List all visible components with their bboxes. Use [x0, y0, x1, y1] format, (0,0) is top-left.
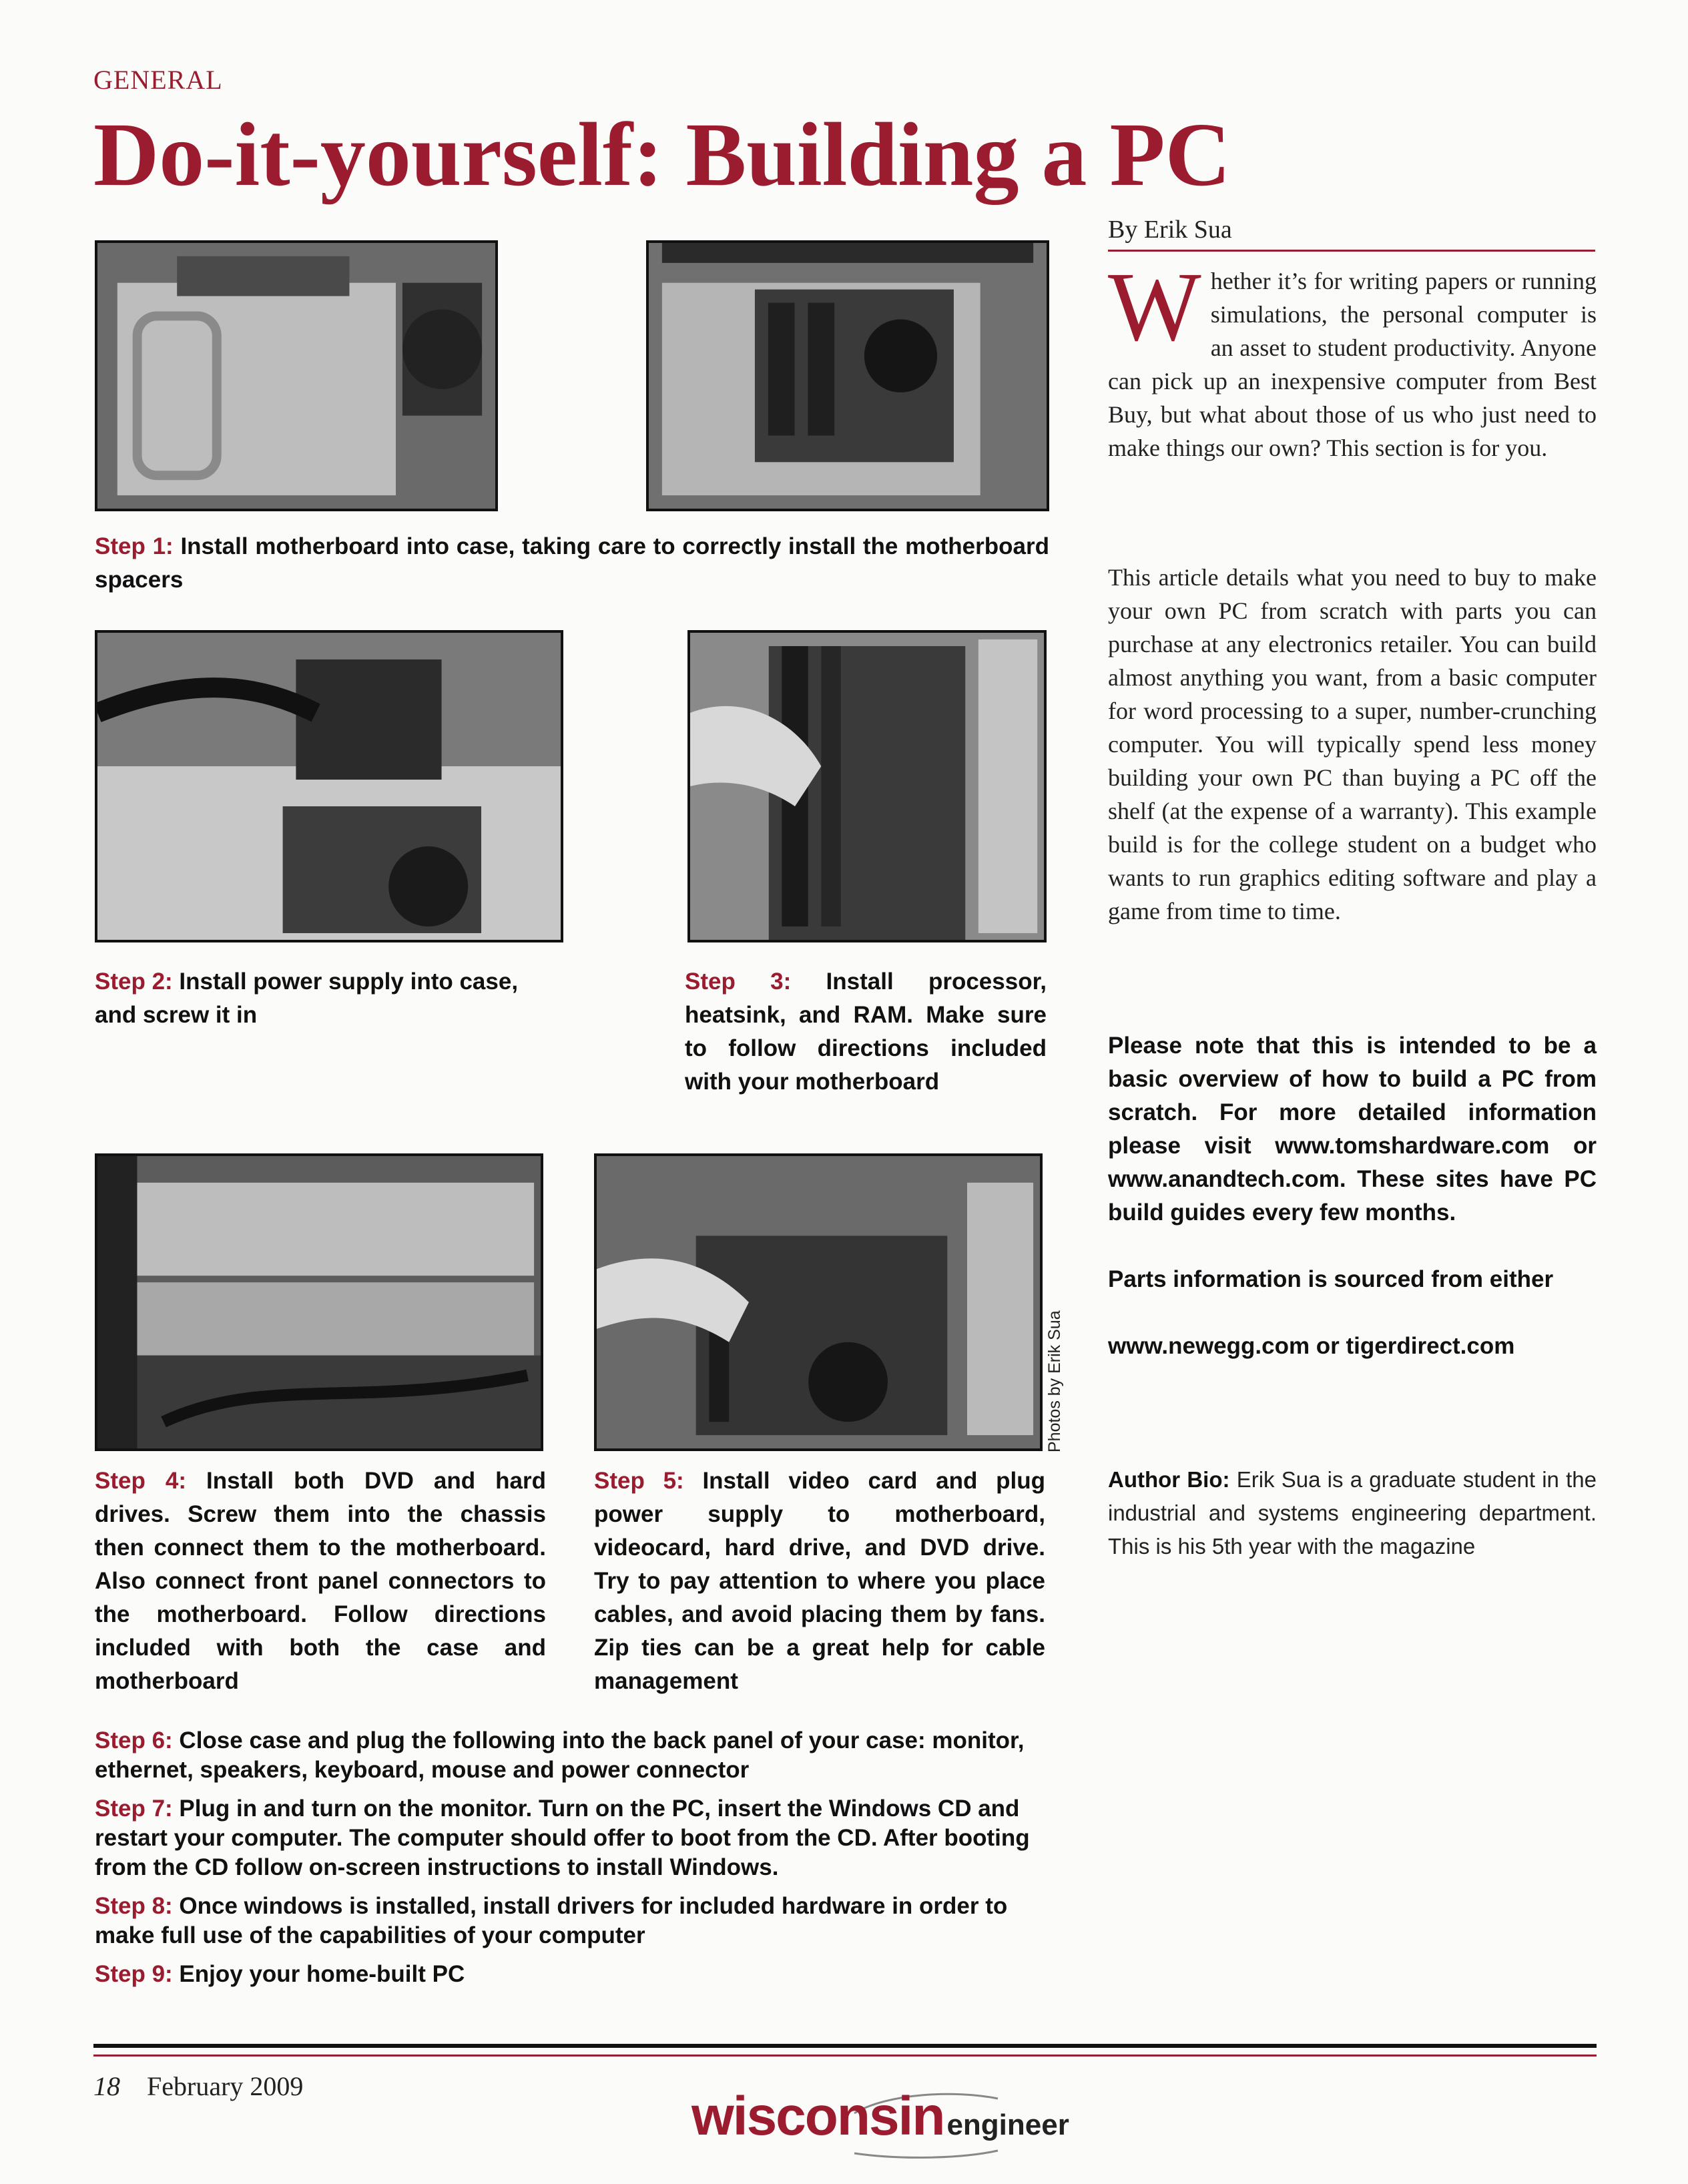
step-7-caption	[95, 1794, 1049, 1882]
page-number: 18	[93, 2071, 120, 2101]
step-text: Install both DVD and hard drives. Screw them into the chassis then connect them to the motherboard. Also connect front panel connectors to the motherboard. Follow directions included with both the case and motherboard	[95, 1468, 546, 1694]
note-paragraph: Please note that this is intended to be a basic overview of how to build a PC from scratch. For more detailed information please visit www.tomshardware.com or www.anandtech.com. These sites have PC build guides every few months.	[1108, 1033, 1597, 1225]
byline: By Erik Sua	[1108, 216, 1232, 244]
photo-video-card-cables	[594, 1153, 1043, 1451]
step-5-caption	[594, 1464, 1045, 1698]
step-2-caption	[95, 965, 563, 1032]
step-label: Step 4:	[95, 1468, 186, 1494]
issue-date: February 2009	[147, 2071, 304, 2101]
step-text: Install video card and plug power supply to motherboard, videocard, hard drive, and DVD drive. Try to pay attention to where you place cables, and avoid placing them by fans. Zip ties can be a great help for cable management	[594, 1468, 1045, 1694]
step-6-caption	[95, 1726, 1049, 1785]
footer-rule	[93, 2044, 1597, 2048]
drop-cap: W	[1108, 252, 1201, 362]
logo-subtitle: engineer	[946, 2109, 1069, 2141]
step-label: Step 8:	[95, 1893, 173, 1919]
step-text: Enjoy your home-built PC	[172, 1961, 465, 1987]
photo-power-supply	[95, 630, 563, 942]
step-text: Install motherboard into case, taking care to correctly install the motherboard spacers	[95, 533, 1049, 593]
step-4-caption	[95, 1464, 546, 1698]
step-label: Step 7:	[95, 1796, 173, 1822]
magazine-logo	[691, 2086, 1069, 2147]
parts-source-line1: Parts information is sourced from either	[1108, 1266, 1554, 1292]
step-3-caption	[685, 965, 1047, 1099]
step-text: Install processor, heatsink, and RAM. Make sure to follow directions included with your motherboard	[685, 969, 1047, 1095]
step-9-caption	[95, 1960, 1049, 1989]
step-text: Install power supply into case, and screw it in	[95, 969, 519, 1028]
step-label: Step 6:	[95, 1727, 173, 1753]
photo-installing-ram	[687, 630, 1047, 942]
author-bio	[1108, 1463, 1597, 1563]
step-1-caption	[95, 530, 1049, 597]
step-8-caption	[95, 1892, 1049, 1950]
intro-text: hether it’s for writing papers or running simulations, the personal computer is an asset to student productivity. Anyone can pick up an inexpensive computer from Best Buy, but what about those of us who just need to make things our own? This section is for you.	[1108, 268, 1597, 461]
parts-source-line2: www.newegg.com or tigerdirect.com	[1108, 1333, 1515, 1359]
intro-paragraph	[1108, 252, 1597, 465]
step-text: Close case and plug the following into the back panel of your case: monitor, ethernet, speakers, keyboard, mouse and power connector	[95, 1727, 1025, 1783]
article-title: Do-it-yourself: Building a PC	[93, 105, 1231, 205]
step-label: Step 2:	[95, 969, 173, 995]
author-bio-text: Erik Sua is a graduate student in the industrial and systems engineering department. This is his 5th year with the magazine	[1108, 1467, 1597, 1559]
step-label: Step 5:	[594, 1468, 684, 1494]
photo-drive-bays	[95, 1153, 543, 1451]
author-bio-label: Author Bio:	[1108, 1467, 1230, 1492]
step-text: Plug in and turn on the monitor. Turn on the PC, insert the Windows CD and restart your computer. The computer should offer to boot from the CD. After booting from the CD follow on-screen instructions to install Windows.	[95, 1796, 1030, 1880]
intro-paragraph-2: This article details what you need to buy to make your own PC from scratch with parts you can purchase at any electronics retailer. You can build almost anything you want, from a basic computer for word processing to a super, number-crunching computer. You will typically spend less money building your own PC than buying a PC off the shelf (at the expense of a warranty). This example build is for the college student on a budget who wants to run graphics editing software and play a game from time to time.	[1108, 564, 1597, 924]
step-text: Once windows is installed, install drivers for included hardware in order to make full use of the capabilities of your computer	[95, 1893, 1008, 1948]
step-label: Step 3:	[685, 969, 792, 995]
footer-accent-rule	[93, 2055, 1597, 2057]
byline-rule	[1108, 250, 1595, 252]
step-label: Step 9:	[95, 1961, 173, 1987]
photo-motherboard-in-case	[646, 240, 1049, 511]
logo-wordmark: wisconsin	[691, 2086, 944, 2147]
folio	[93, 2071, 303, 2102]
step-label: Step 1:	[95, 533, 174, 559]
photo-empty-case	[95, 240, 498, 511]
section-label: GENERAL	[93, 65, 223, 95]
photo-credit: Photos by Erik Sua	[1045, 1310, 1064, 1453]
